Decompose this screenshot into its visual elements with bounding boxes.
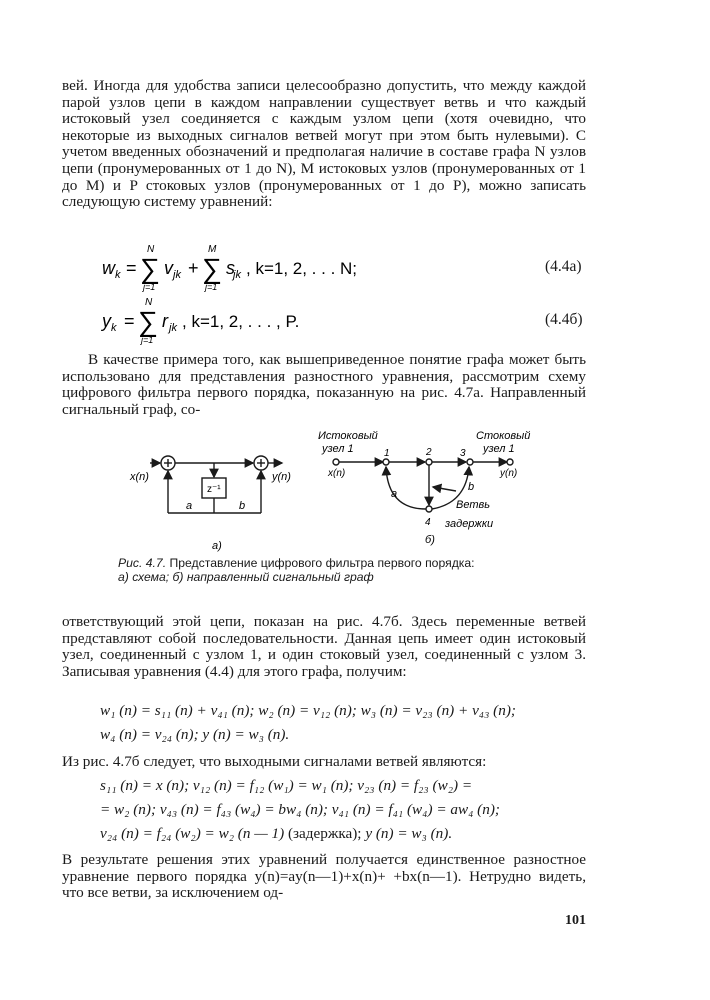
eq-b-lhs-sub: k: [111, 322, 117, 334]
svg-text:+: +: [188, 258, 199, 278]
eq-b-sum-upper: N: [145, 297, 153, 308]
left-coef-b: b: [239, 500, 246, 512]
paragraph-5: В результате решения этих уравнений получается единственное разностное уравнение первого порядка y(n)=ay(n—1)+x(n)+ +bx(n—1). Нетрудно видеть, что все ветви, за исключением од-: [62, 851, 586, 902]
eq-a-range: , k=1, 2, . . . N;: [246, 259, 358, 278]
source-label-1: Истоковый: [318, 430, 378, 442]
system2-line1: s₁₁ (n) = x (n); v₁₂ (n) = f₁₂ (w₁) = w₁ (n); v₂₃ (n) = f₂₃ (w₂) =: [100, 777, 473, 794]
eq-b-lhs: y: [102, 311, 111, 331]
paragraph-2: В качестве примера того, как вышеприведенное понятие графа может быть использовано для представления разностного уравнения, рассмотрим схему цифрового фильтра первого порядка, показанную на рис. 4.7а. Направленный сигнальный граф, со-: [62, 351, 586, 418]
left-output-label: y(n): [272, 471, 291, 483]
right-input-label: x(n): [328, 468, 346, 479]
eq-a-sum1-lower: j=1: [143, 282, 156, 292]
delay-label: z⁻¹: [207, 484, 221, 495]
system1-line2: w₄ (n) = v₂₄ (n); y (n) = w₃ (n).: [100, 726, 290, 743]
eq-a-term2-sub: jk: [233, 269, 241, 281]
right-sublabel: б): [425, 534, 435, 546]
equation-4-4b: [100, 297, 600, 347]
system1-line1: w₁ (n) = s₁₁ (n) + v₄₁ (n); w₂ (n) = v₁₂ (n); w₃ (n) = v₂₃ (n) + v₄₃ (n);: [100, 702, 516, 719]
system2-line3-c: y (n) = w₃ (n).: [365, 825, 453, 842]
right-coef-a: a: [391, 488, 398, 500]
sink-label-2: узел 1: [483, 443, 515, 455]
paragraph-4: Из рис. 4.7б следует, что выходными сигналами ветвей являются:: [62, 753, 487, 770]
eq-a-sum2-upper: M: [208, 244, 217, 255]
node-2-label: 2: [426, 447, 432, 458]
eq-a-lhs-sub: k: [115, 269, 121, 281]
svg-text:=: =: [124, 311, 135, 331]
eq-a-sum1-upper: N: [147, 244, 155, 255]
eq-b-sum-lower: j=1: [141, 335, 154, 345]
eq-a-sum1-sign: ∑: [140, 253, 160, 284]
eq-b-number: (4.4б): [545, 311, 583, 328]
node-1-label: 1: [384, 448, 390, 459]
system2-line2: = w₂ (n); v₄₃ (n) = f₄₃ (w₄) = bw₄ (n); v₄₁ (n) = f₄₁ (w₄) = aw₄ (n);: [100, 801, 500, 818]
delay-branch-label-1: Ветвь: [456, 499, 491, 511]
eq-a-sum2-lower: j=1: [205, 282, 218, 292]
node-2: [426, 459, 432, 465]
node-4: [426, 506, 432, 512]
source-label-2: узел 1: [322, 443, 354, 455]
eq-a-term1-sub: jk: [173, 269, 181, 281]
svg-text:=: =: [126, 258, 137, 278]
eq-a-lhs: w: [102, 258, 115, 278]
page-number: 101: [565, 913, 586, 928]
node-3-label: 3: [460, 448, 466, 459]
paragraph-3: ответствующий этой цепи, показан на рис. 4.7б. Здесь переменные ветвей представляют собой последовательности. Данная цепь имеет один истоковый узел, соединенный с узлом 1, и один стоковый узел, соединенный с узлом 3. Записывая уравнения (4.4) для этого графа, получим:: [62, 613, 586, 680]
figure-4-7: [120, 425, 560, 553]
figure-4-7-svg: [120, 425, 560, 553]
node-3: [467, 459, 473, 465]
node-4-label: 4: [425, 517, 431, 528]
left-input-label: x(n): [130, 471, 149, 483]
caption-line-2: а) схема; б) направленный сигнальный граф: [118, 569, 374, 584]
eq-b-sum-sign: ∑: [138, 306, 158, 337]
sink-node: [507, 459, 513, 465]
eq-b-range: , k=1, 2, . . . , P.: [182, 312, 300, 331]
right-coef-b: b: [468, 481, 475, 493]
node-1: [383, 459, 389, 465]
system2-line3-a: v₂₄ (n) = f₂₄ (w₂) = w₂ (n — 1): [100, 825, 285, 842]
delay-branch-label-2: задержки: [445, 518, 494, 530]
system2-line3: [100, 825, 452, 843]
eq-a-sum2-sign: ∑: [202, 253, 222, 284]
sink-label-1: Стоковый: [476, 430, 531, 442]
system2-line3-b: (задержка);: [288, 825, 362, 842]
left-coef-a: a: [186, 500, 193, 512]
figure-caption: [118, 557, 518, 584]
equation-4-4a-graphic: [100, 244, 560, 292]
equation-4-4a: [100, 244, 600, 292]
right-output-label: y(n): [500, 468, 518, 479]
caption-prefix: Рис. 4.7.: [118, 556, 167, 570]
source-node: [333, 459, 339, 465]
eq-b-term-sub: jk: [169, 322, 177, 334]
equation-4-4b-graphic: [100, 297, 520, 347]
caption-text: Представление цифрового фильтра первого порядка:: [169, 556, 475, 570]
eq-a-term2: s: [226, 258, 235, 278]
eq-a-number: (4.4а): [545, 258, 582, 275]
eq-b-term: r: [162, 311, 168, 331]
left-sublabel: а): [212, 540, 222, 552]
paragraph-1: вей. Иногда для удобства записи целесообразно допустить, что между каждой парой узлов цепи в каждом направлении существует ветвь и что каждый истоковый узел соединяется с каждым узлом цепи (хотя очевидно, что некоторые из выходных сигналов ветвей могут при этом быть нулевыми). С учетом введенных обозначений и предполагая наличие в составе графа N узлов цепи (пронумерованных от 1 до N), M истоковых узлов (пронумерованных от 1 до M) и P стоковых узлов (пронумерованных от 1 до P), можно записать следующую систему уравнений:: [62, 77, 586, 211]
eq-a-term1: v: [164, 258, 173, 278]
